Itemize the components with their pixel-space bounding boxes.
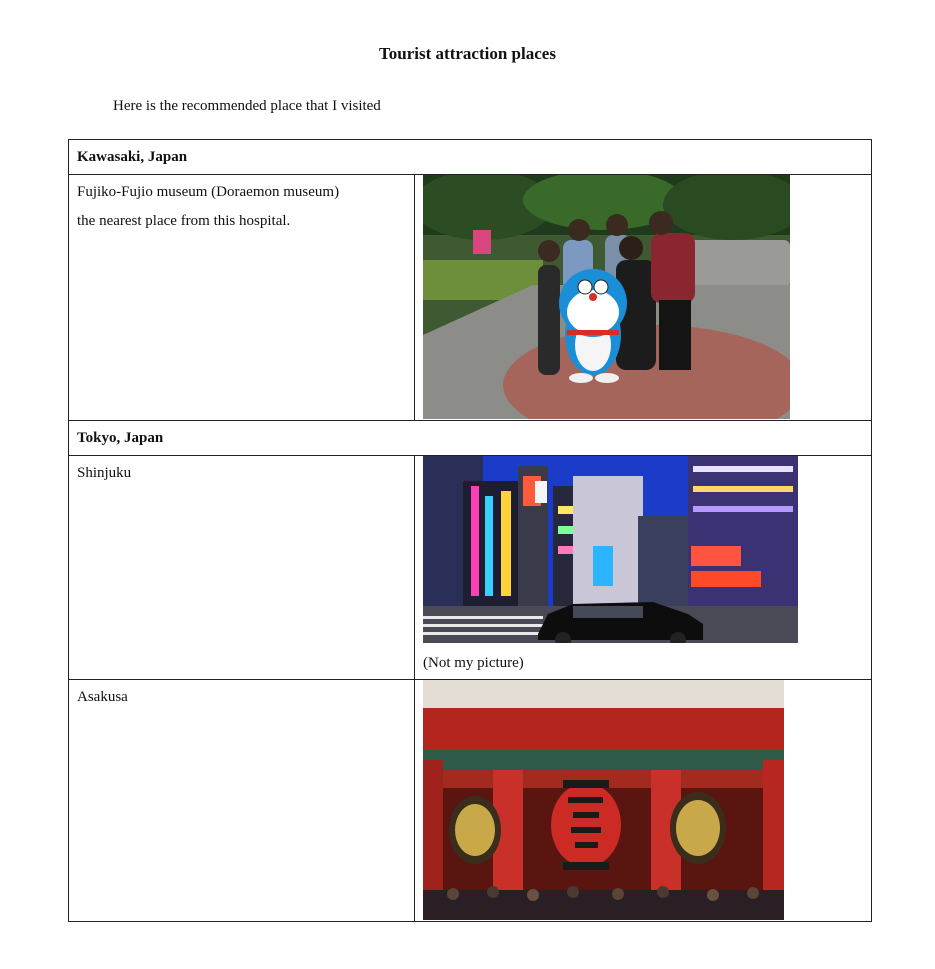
shinjuku-night-photo bbox=[423, 456, 798, 643]
intro-text: Here is the recommended place that I visited bbox=[113, 98, 381, 114]
place-name: Asakusa bbox=[77, 689, 128, 705]
table-row bbox=[69, 175, 872, 421]
place-name: Shinjuku bbox=[77, 465, 132, 481]
document-title: Tourist attraction places bbox=[379, 44, 556, 63]
doraemon-museum-photo bbox=[423, 175, 790, 419]
table-row bbox=[69, 680, 872, 922]
table-row bbox=[69, 456, 872, 680]
table-row bbox=[69, 421, 872, 456]
table-row bbox=[69, 140, 872, 175]
photo-cell-shinjuku bbox=[415, 456, 872, 680]
asakusa-gate-photo bbox=[423, 680, 784, 920]
photo-caption: (Not my picture) bbox=[423, 655, 524, 671]
photo-cell-kawasaki bbox=[415, 175, 872, 421]
attractions-table bbox=[68, 139, 872, 922]
section-heading-tokyo: Tokyo, Japan bbox=[69, 421, 872, 456]
place-note: the nearest place from this hospital. bbox=[77, 213, 291, 229]
place-cell-asakusa bbox=[69, 680, 415, 922]
photo-cell-asakusa bbox=[415, 680, 872, 922]
place-name: Fujiko-Fujio museum (Doraemon museum) bbox=[77, 184, 340, 200]
section-heading-kawasaki: Kawasaki, Japan bbox=[69, 140, 872, 175]
place-cell-fujiko bbox=[69, 175, 415, 421]
place-cell-shinjuku bbox=[69, 456, 415, 680]
